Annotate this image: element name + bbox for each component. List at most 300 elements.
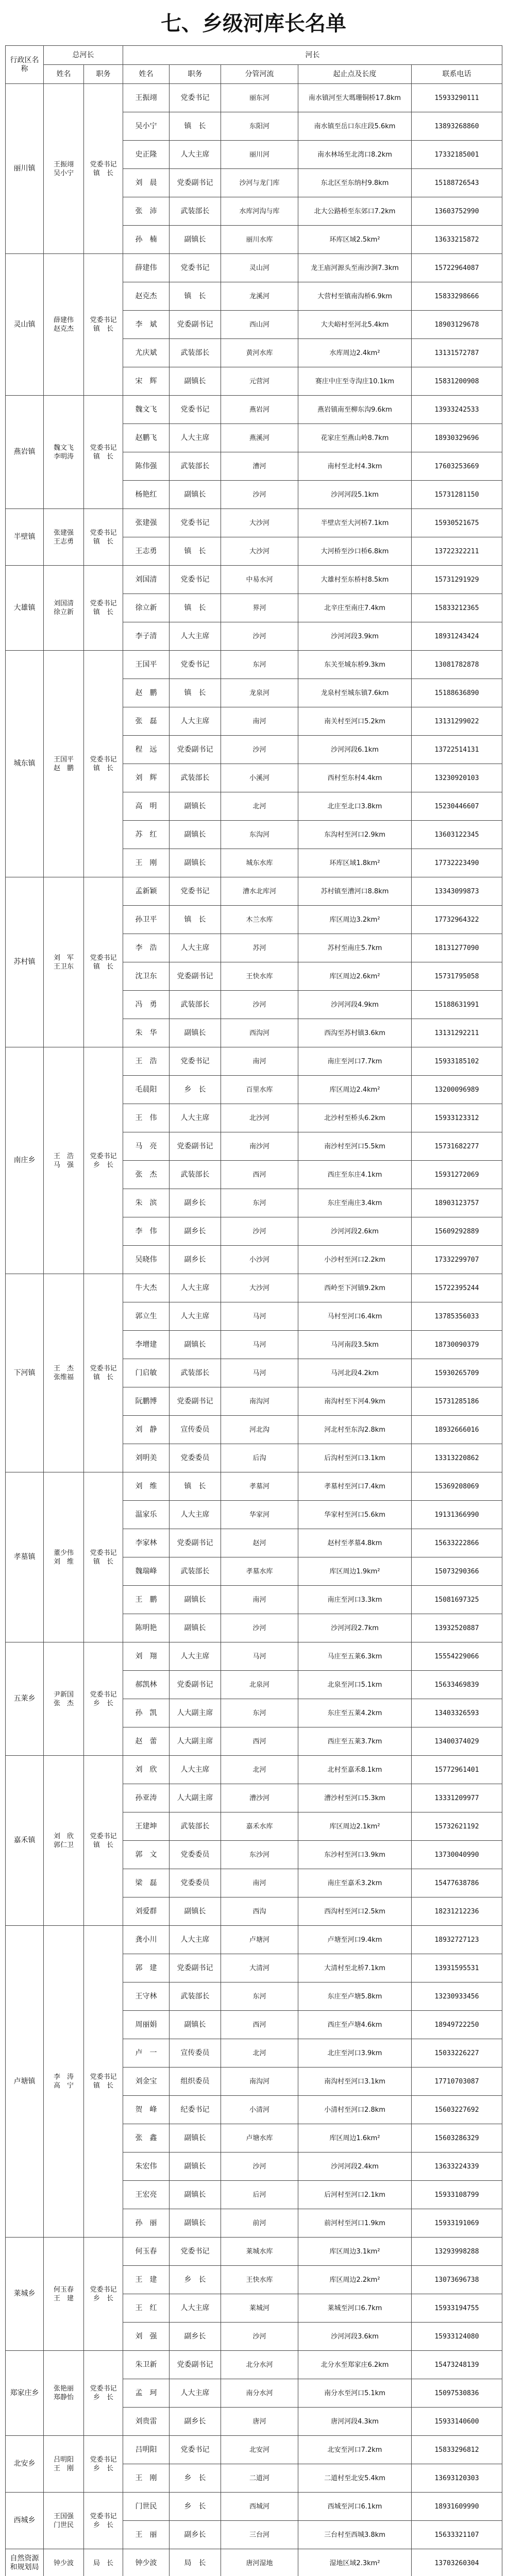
river-name: 南沟河 [221,2067,298,2096]
town-name: 郑家庄乡 [6,2351,44,2436]
river-section: 南水镇至岳口东庄段5.6km [298,112,412,141]
river-name: 东河 [221,1699,298,1727]
river-chief-name: 刘 翔 [123,1642,170,1671]
river-chief-name: 宋 辉 [123,367,170,396]
river-section: 库区周边2.6km² [298,962,412,991]
river-name: 灵山河 [221,254,298,282]
phone-number: 13081782878 [412,651,502,679]
river-name: 华家河 [221,1501,298,1529]
river-section: 孝墓村至河口7.4km [298,1472,412,1501]
river-chief-position: 副乡长 [170,1189,221,1217]
river-chief-position: 党委委员 [170,1869,221,1897]
phone-number: 13633215872 [412,226,502,254]
river-section: 南庄至河口3.3km [298,1586,412,1614]
river-chief-position: 人大主席 [170,1302,221,1331]
table-row [6,2549,502,2576]
river-chief-position: 武装部长 [170,991,221,1019]
phone-number: 13693120303 [412,2464,502,2493]
river-chief-name: 陈明艳 [123,1614,170,1642]
river-name: 燕岩河 [221,396,298,424]
phone-number: 15073290366 [412,1557,502,1586]
river-section: 莱城至河口6.7km [298,2294,412,2323]
table-row [6,1472,502,1501]
phone-number: 13131572787 [412,339,502,367]
phone-number: 18949722250 [412,2011,502,2039]
phone-number: 13932520887 [412,1614,502,1642]
river-chief-position: 人大主席 [170,1926,221,1954]
river-section: 北安至河口7.2km [298,2436,412,2464]
river-chief-name: 赵 鹏 [123,679,170,707]
river-name: 西河 [221,2011,298,2039]
river-section: 沙河河段3.6km [298,2323,412,2351]
river-chief-name: 赵克杰 [123,282,170,311]
phone-number: 17732964322 [412,906,502,934]
river-chief-position: 人大主席 [170,1501,221,1529]
river-name: 北河 [221,792,298,821]
river-name: 龙溪河 [221,282,298,311]
river-name: 河北沟 [221,1416,298,1444]
river-section: 沙河河段4.9km [298,991,412,1019]
river-name: 木兰水库 [221,906,298,934]
phone-number: 15603286329 [412,2124,502,2153]
river-chief-name: 刘贵雷 [123,2408,170,2436]
river-chief-name: 魏瑞峰 [123,1557,170,1586]
river-section: 西庄至东庄4.1km [298,1161,412,1189]
chief-position: 党委书记 镇 长 [84,1274,123,1472]
river-chief-name: 王 红 [123,2294,170,2323]
chief-name: 钟少波 [44,2549,84,2576]
phone-number: 15731285186 [412,1387,502,1416]
river-chief-name: 王 伟 [123,1104,170,1132]
phone-number: 13343099873 [412,877,502,906]
table-row [6,84,502,112]
river-section: 东沟村至河口2.9km [298,821,412,849]
phone-number: 15933108799 [412,2181,502,2209]
river-chief-position: 副镇长 [170,2124,221,2153]
phone-number: 15473248139 [412,2351,502,2379]
river-name: 大沙河 [221,509,298,537]
river-chief-position: 副镇长 [170,1614,221,1642]
river-name: 沙河 [221,622,298,651]
chief-position: 党委书记 乡 长 [84,1642,123,1756]
river-name: 莱城水库 [221,2238,298,2266]
chief-position: 党委书记 乡 长 [84,1047,123,1274]
river-section: 东关至城东桥9.3km [298,651,412,679]
river-chief-position: 党委副书记 [170,1671,221,1699]
river-chief-position: 副乡长 [170,2323,221,2351]
river-name: 城东水库 [221,849,298,877]
phone-number: 18730090379 [412,1331,502,1359]
river-chief-position: 人大主席 [170,1756,221,1784]
river-chief-name: 孟 珂 [123,2379,170,2408]
river-section: 库区周边2.2km² [298,2266,412,2294]
phone-number: 18932727123 [412,1926,502,1954]
col-header-town: 行政区名称 [6,46,44,84]
chief-name: 何玉春 王 建 [44,2238,84,2351]
table-row [6,2436,502,2464]
river-section: 沙河河段2.6km [298,1217,412,1246]
river-section: 东庄至卢塘5.8km [298,1982,412,2011]
chief-name: 董少伟 刘 维 [44,1472,84,1642]
river-chief-name: 牛大杰 [123,1274,170,1302]
town-name: 下河镇 [6,1274,44,1472]
river-name: 南沙河 [221,1132,298,1161]
river-name: 沙河 [221,2153,298,2181]
river-section: 北辛庄至南庄7.4km [298,594,412,622]
col-header-river: 分管河流 [221,65,298,84]
col-header-name: 姓名 [123,65,170,84]
river-name: 卢塘水库 [221,2124,298,2153]
river-chief-position: 人大主席 [170,622,221,651]
river-name: 沙河 [221,1217,298,1246]
river-chief-name: 郝凯林 [123,1671,170,1699]
town-name: 西城乡 [6,2493,44,2549]
chief-name: 刘国清 徐立新 [44,566,84,651]
river-name: 北泉河 [221,1671,298,1699]
chief-name: 王 杰 张维福 [44,1274,84,1472]
river-section: 库区周边2.1km² [298,1812,412,1841]
phone-number: 15933290111 [412,84,502,112]
phone-number: 18903129678 [412,311,502,339]
river-name: 南沟河 [221,1387,298,1416]
river-name: 西城河 [221,2493,298,2521]
chief-position: 党委书记 乡 长 [84,2493,123,2549]
river-section: 赵村至孝墓4.8km [298,1529,412,1557]
river-chief-name: 孙 凯 [123,1699,170,1727]
river-chief-name: 刘 静 [123,1416,170,1444]
river-name: 北河 [221,2039,298,2067]
phone-number: 13331209977 [412,1784,502,1812]
phone-number: 15933194755 [412,2294,502,2323]
river-name: 北沙河 [221,1104,298,1132]
phone-number: 15477638786 [412,1869,502,1897]
table-row [6,396,502,424]
phone-number: 15633469839 [412,1671,502,1699]
phone-number: 15609292889 [412,1217,502,1246]
phone-number: 13073696738 [412,2266,502,2294]
river-name: 界河 [221,594,298,622]
river-section: 南村至北村4.3km [298,452,412,481]
river-name: 北分水河 [221,2351,298,2379]
phone-number: 15833296812 [412,2436,502,2464]
phone-number: 15369208069 [412,1472,502,1501]
river-name: 西沟 [221,1897,298,1926]
river-chief-name: 吴晓伟 [123,1246,170,1274]
river-name: 马河 [221,1359,298,1387]
river-chief-name: 刘 维 [123,1472,170,1501]
phone-number: 13131299022 [412,707,502,736]
phone-number: 15930521675 [412,509,502,537]
river-section: 卢塘至河口9.4km [298,1926,412,1954]
river-chief-name: 李 伟 [123,1217,170,1246]
phone-number: 13603752990 [412,197,502,226]
river-section: 北庄至北口3.8km [298,792,412,821]
river-name: 嘉禾水库 [221,1812,298,1841]
river-chief-name: 吕明阳 [123,2436,170,2464]
river-chief-position: 乡 长 [170,2493,221,2521]
phone-number: 15833212365 [412,594,502,622]
river-section: 库区周边2.4km² [298,1076,412,1104]
river-chief-name: 郭 建 [123,1954,170,1982]
river-name: 马河 [221,1331,298,1359]
river-chief-name: 王 刚 [123,849,170,877]
table-row [6,1926,502,1954]
table-row [6,651,502,679]
river-chief-position: 党委委员 [170,1444,221,1472]
river-name: 西山河 [221,311,298,339]
river-name: 马河 [221,1302,298,1331]
chief-position: 党委书记 镇 长 [84,254,123,396]
chief-name: 王振翊 吴小宁 [44,84,84,254]
river-chief-name: 朱 华 [123,1019,170,1047]
river-chief-position: 副乡长 [170,1217,221,1246]
phone-number: 17710703087 [412,2067,502,2096]
river-chief-name: 王 丽 [123,2521,170,2549]
river-section: 南沙村至河口5.5km [298,1132,412,1161]
river-chief-position: 武装部长 [170,1982,221,2011]
river-chief-name: 阮鹏博 [123,1387,170,1416]
phone-number: 13603122345 [412,821,502,849]
phone-number: 15772961401 [412,1756,502,1784]
river-section: 唐河河段4.3km [298,2408,412,2436]
river-name: 小沙河 [221,1246,298,1274]
town-name: 燕岩镇 [6,396,44,509]
phone-number: 15933123312 [412,1104,502,1132]
river-chief-position: 镇 长 [170,594,221,622]
river-section: 东庄至五莱4.2km [298,1699,412,1727]
river-chief-position: 武装部长 [170,764,221,792]
river-chief-name: 李增建 [123,1331,170,1359]
river-chief-position: 党委书记 [170,84,221,112]
river-name: 百里水库 [221,1076,298,1104]
river-chief-name: 张 磊 [123,707,170,736]
phone-number: 15930265709 [412,1359,502,1387]
river-section: 后沟村至河口3.1km [298,1444,412,1472]
chief-position: 党委书记 镇 长 [84,566,123,651]
river-name: 南河 [221,1047,298,1076]
chief-position: 党委书记 镇 长 [84,1756,123,1926]
river-chief-name: 杨艳红 [123,481,170,509]
river-chief-name: 门启敏 [123,1359,170,1387]
phone-number: 13230933456 [412,1982,502,2011]
river-chief-name: 孟新颖 [123,877,170,906]
phone-number: 17732223490 [412,849,502,877]
phone-number: 15188636890 [412,679,502,707]
town-name: 丽川镇 [6,84,44,254]
table-body [6,84,502,2576]
river-chief-position: 武装部长 [170,1812,221,1841]
river-chief-position: 人大主席 [170,1104,221,1132]
river-chief-position: 宣传委员 [170,2039,221,2067]
river-section: 南沟村至下河4.9km [298,1387,412,1416]
river-section: 环库区域1.8km² [298,849,412,877]
river-chief-name: 吴小宁 [123,112,170,141]
river-chief-position: 副镇长 [170,2011,221,2039]
col-header-river-group: 河长 [123,46,502,65]
river-chief-position: 副镇长 [170,2209,221,2238]
river-chief-position: 副镇长 [170,1331,221,1359]
river-chief-position: 副镇长 [170,226,221,254]
river-chief-name: 王国平 [123,651,170,679]
river-chief-position: 副乡长 [170,2521,221,2549]
river-chief-name: 何玉春 [123,2238,170,2266]
river-name: 大沙河 [221,1274,298,1302]
river-chief-position: 镇 长 [170,537,221,566]
chief-name: 薛建伟 赵克杰 [44,254,84,396]
river-name: 唐河 [221,2408,298,2436]
river-chief-position: 镇 长 [170,282,221,311]
phone-number: 17332299707 [412,1246,502,1274]
river-chief-name: 卢 一 [123,2039,170,2067]
river-name: 孝墓河 [221,1472,298,1501]
river-chief-name: 王建坤 [123,1812,170,1841]
phone-number: 17332185001 [412,141,502,169]
col-header-section: 起止点及长度 [298,65,412,84]
chief-name: 王国强 门世民 [44,2493,84,2549]
river-name: 沙河 [221,736,298,764]
river-section: 西岭至下河镇9.2km [298,1274,412,1302]
river-section: 西庄至卢塘4.6km [298,2011,412,2039]
river-chief-position: 党委副书记 [170,311,221,339]
river-chief-name: 周丽娟 [123,2011,170,2039]
river-name: 小溪河 [221,764,298,792]
town-name: 苏村镇 [6,877,44,1047]
river-chief-position: 人大主席 [170,424,221,452]
river-name: 南河 [221,1586,298,1614]
chief-name: 尹新国 张 杰 [44,1642,84,1756]
river-chief-position: 副镇长 [170,1586,221,1614]
river-section: 北大公路桥至东郊口7.2km [298,197,412,226]
river-chief-position: 党委委员 [170,1841,221,1869]
river-chief-name: 程 远 [123,736,170,764]
river-name: 南河 [221,1869,298,1897]
river-section: 北分水至郑家庄6.2km [298,2351,412,2379]
river-name: 东河 [221,1189,298,1217]
phone-number: 13400374029 [412,1727,502,1756]
river-name: 马河 [221,1642,298,1671]
river-chief-name: 魏文飞 [123,396,170,424]
river-section: 西沟至苏村镇3.6km [298,1019,412,1047]
river-chief-position: 副镇长 [170,481,221,509]
table-row [6,509,502,537]
river-section: 北沙村至桥头6.2km [298,1104,412,1132]
table-row [6,877,502,906]
river-section: 马河南段3.5km [298,1331,412,1359]
river-chief-name: 刘明美 [123,1444,170,1472]
river-chief-position: 人大副主席 [170,1784,221,1812]
phone-number: 13730040990 [412,1841,502,1869]
river-name: 南分水河 [221,2379,298,2408]
river-chief-name: 王 建 [123,2266,170,2294]
river-name: 北安河 [221,2436,298,2464]
town-name: 南庄乡 [6,1047,44,1274]
river-chief-name: 史正隆 [123,141,170,169]
table-row [6,2493,502,2521]
river-name: 东沙河 [221,1841,298,1869]
river-section: 漕沙村至河口5.3km [298,1784,412,1812]
river-section: 南关村至河口5.2km [298,707,412,736]
chief-name: 张建强 王志勇 [44,509,84,566]
river-chief-position: 镇 长 [170,679,221,707]
river-section: 大营村至镇南沟桥6.9km [298,282,412,311]
river-chief-name: 尤庆斌 [123,339,170,367]
chief-name: 李 涛 高 宁 [44,1926,84,2238]
phone-number: 19131366990 [412,1501,502,1529]
river-section: 马庄至五莱6.3km [298,1642,412,1671]
river-name: 水库河沟与库 [221,197,298,226]
river-chief-position: 党委书记 [170,2436,221,2464]
river-chief-position: 武装部长 [170,1557,221,1586]
river-name: 东沟河 [221,821,298,849]
river-section: 龙泉村至城东镇7.6km [298,679,412,707]
river-chief-position: 党委副书记 [170,962,221,991]
river-section: 南水林场至北湾口8.2km [298,141,412,169]
river-section: 花家庄至燕山岭8.7km [298,424,412,452]
river-name: 丽川河 [221,141,298,169]
river-section: 沙河河段5.1km [298,481,412,509]
river-chief-name: 朱宏伟 [123,2153,170,2181]
river-name: 燕溪河 [221,424,298,452]
river-chief-position: 副镇长 [170,1897,221,1926]
chief-name: 刘 军 王卫东 [44,877,84,1047]
river-chief-name: 李 浩 [123,934,170,962]
river-section: 环库区域2.5km² [298,226,412,254]
header-row-detail [6,65,502,84]
river-name: 孝墓水库 [221,1557,298,1586]
river-chief-position: 副镇长 [170,821,221,849]
river-name: 漕河 [221,452,298,481]
phone-number: 15931272069 [412,1161,502,1189]
phone-number: 13785356033 [412,1302,502,1331]
river-name: 东阳河 [221,112,298,141]
river-chief-name: 徐立新 [123,594,170,622]
page-title: 七、乡级河库长名单 [161,12,346,36]
river-chief-name: 王守林 [123,1982,170,2011]
river-chief-name: 刘金宝 [123,2067,170,2096]
river-chief-name: 刘爱群 [123,1897,170,1926]
river-chief-position: 副镇长 [170,367,221,396]
river-chief-name: 刘 晨 [123,169,170,197]
col-header-chief-position: 职务 [84,65,123,84]
phone-number: 15097530836 [412,2379,502,2408]
town-name: 灵山镇 [6,254,44,396]
river-chief-position: 宣传委员 [170,1416,221,1444]
river-chief-position: 武装部长 [170,1161,221,1189]
river-chief-name: 朱卫新 [123,2351,170,2379]
phone-number: 13131292211 [412,1019,502,1047]
river-name: 唐河湿地 [221,2549,298,2576]
phone-number: 15933140600 [412,2408,502,2436]
table-row [6,1642,502,1671]
phone-number: 13933242533 [412,396,502,424]
river-chief-position: 党委副书记 [170,736,221,764]
phone-number: 15731795058 [412,962,502,991]
river-section: 沙河河段2.7km [298,1614,412,1642]
river-chief-name: 赵 蕾 [123,1727,170,1756]
river-chief-position: 党委书记 [170,509,221,537]
river-chief-name: 张 沛 [123,197,170,226]
river-name: 大沙河 [221,537,298,566]
town-name: 半壁镇 [6,509,44,566]
town-name: 莱城乡 [6,2238,44,2351]
river-section: 小清村至河口2.8km [298,2096,412,2124]
river-name: 沙河与龙门库 [221,169,298,197]
river-chief-name: 张 杰 [123,1161,170,1189]
river-name: 王快水库 [221,962,298,991]
river-chief-position: 人大主席 [170,2379,221,2408]
river-section: 苏村至南庄5.7km [298,934,412,962]
town-name: 五莱乡 [6,1642,44,1756]
